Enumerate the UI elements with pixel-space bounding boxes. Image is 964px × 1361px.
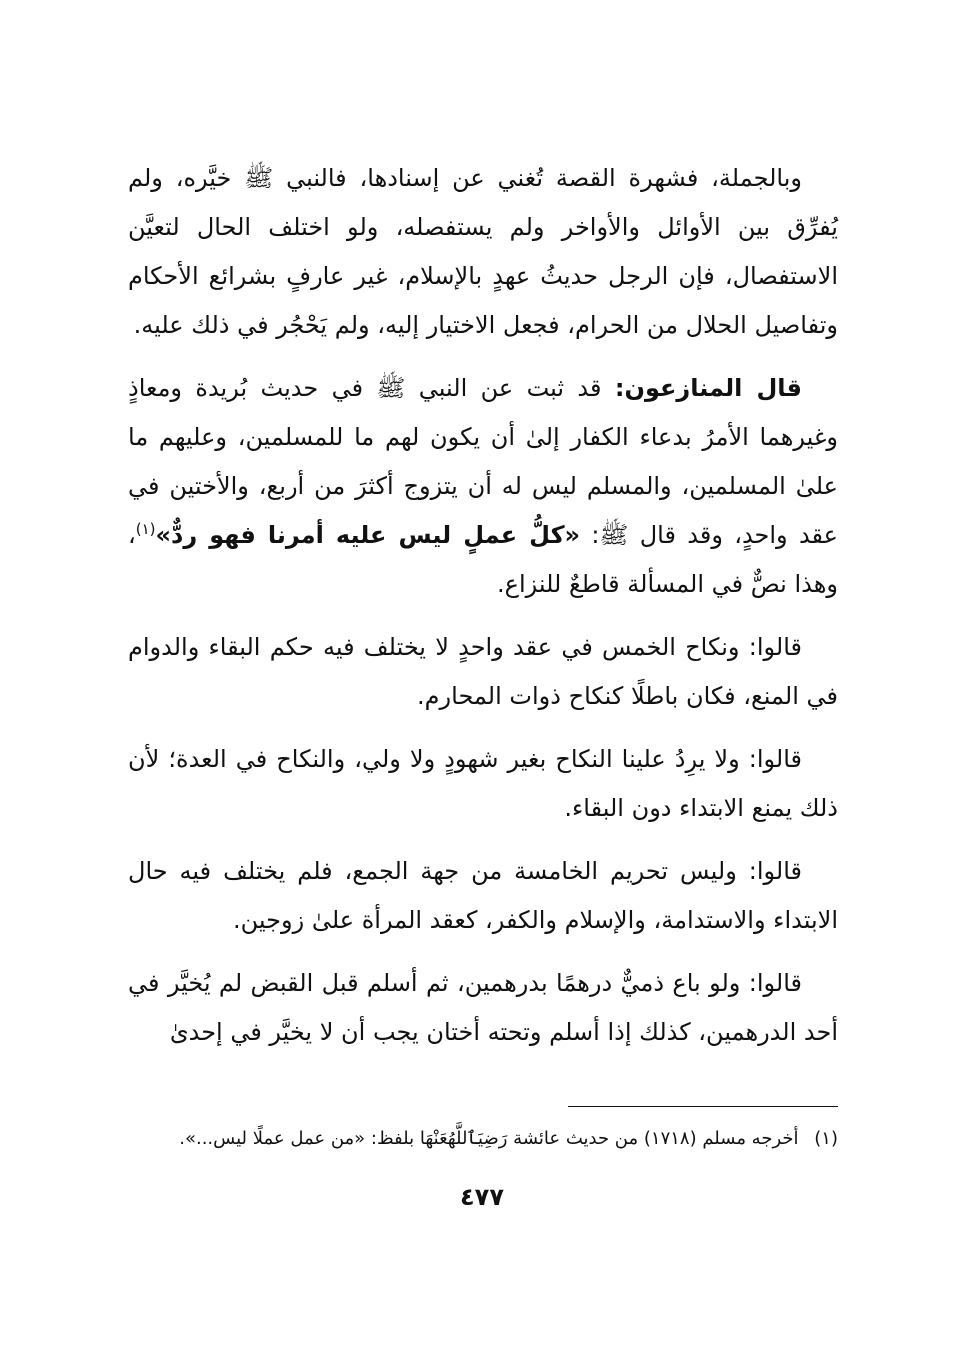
paragraph-2-lead: قال المنازعون:	[614, 374, 802, 402]
paragraph-3-text: قالوا: ونكاح الخمس في عقد واحدٍ لا يختلف فيه حكم البقاء والدوام في المنع، فكان باطلًا كنكاح ذوات المحارم.	[128, 633, 838, 710]
paragraph-4	[128, 735, 838, 833]
page-number: ٤٧٧	[460, 1183, 504, 1211]
footnote-reference: (١)	[135, 520, 156, 538]
paragraph-5	[128, 847, 838, 945]
paragraph-6	[128, 959, 838, 1057]
paragraph-4-text: قالوا: ولا يرِدُ علينا النكاح بغير شهودٍ ولا ولي، والنكاح في العدة؛ لأن ذلك يمنع الابتداء دون البقاء.	[128, 745, 838, 822]
paragraph-2-text-before: قد ثبت عن النبي ﷺ في حديث بُريدة ومعاذٍ وغيرهما الأمرُ بدعاء الكفار إلىٰ أن يكون لهم ما للمسلمين، وعليهم ما علىٰ المسلمين، والمسلم ليس له أن يتزوج أكثرَ من أربع، والأختين في عقد واحدٍ، وقد قال ﷺ:	[128, 374, 839, 549]
paragraph-2	[128, 364, 838, 609]
footnote-text: أخرجه مسلم (١٧١٨) من حديث عائشة رَضِيَٱللَّهُعَنْهَا بلفظ: «من عمل عملًا ليس...».	[179, 1128, 799, 1149]
footnote-number: (١)	[814, 1128, 838, 1149]
paragraph-5-text: قالوا: وليس تحريم الخامسة من جهة الجمع، فلم يختلف فيه حال الابتداء والاستدامة، والإسلام والكفر، كعقد المرأة علىٰ زوجين.	[128, 857, 838, 934]
paragraph-1-text: وبالجملة، فشهرة القصة تُغني عن إسنادها، فالنبي ﷺ خيَّره، ولم يُفرِّق بين الأوائل والأواخر ولم يستفصله، ولو اختلف الحال لتعيَّن الاستفصال، فإن الرجل حديثُ عهدٍ بالإسلام، غير عارفٍ بشرائع الأحكام وتفاصيل الحلال من الحرام، فجعل الاختيار إليه، ولم يَحْجُر في ذلك عليه.	[128, 164, 838, 339]
paragraph-1	[128, 154, 838, 350]
paragraph-6-text: قالوا: ولو باع ذميٌّ درهمًا بدرهمين، ثم أسلم قبل القبض لم يُخيَّر في أحد الدرهمين، كذلك إذا أسلم وتحته أختان يجب أن لا يخيَّر في إحدىٰ	[128, 969, 838, 1046]
main-text	[128, 154, 838, 1071]
hadith-quote: «كلُّ عملٍ ليس عليه أمرنا فهو ردٌّ»	[155, 521, 581, 549]
footnote	[128, 1124, 838, 1154]
paragraph-2-text-after: ، وهذا نصٌّ في المسألة قاطعٌ للنزاع.	[128, 521, 838, 598]
paragraph-3	[128, 623, 838, 721]
footnote-divider	[568, 1106, 838, 1107]
